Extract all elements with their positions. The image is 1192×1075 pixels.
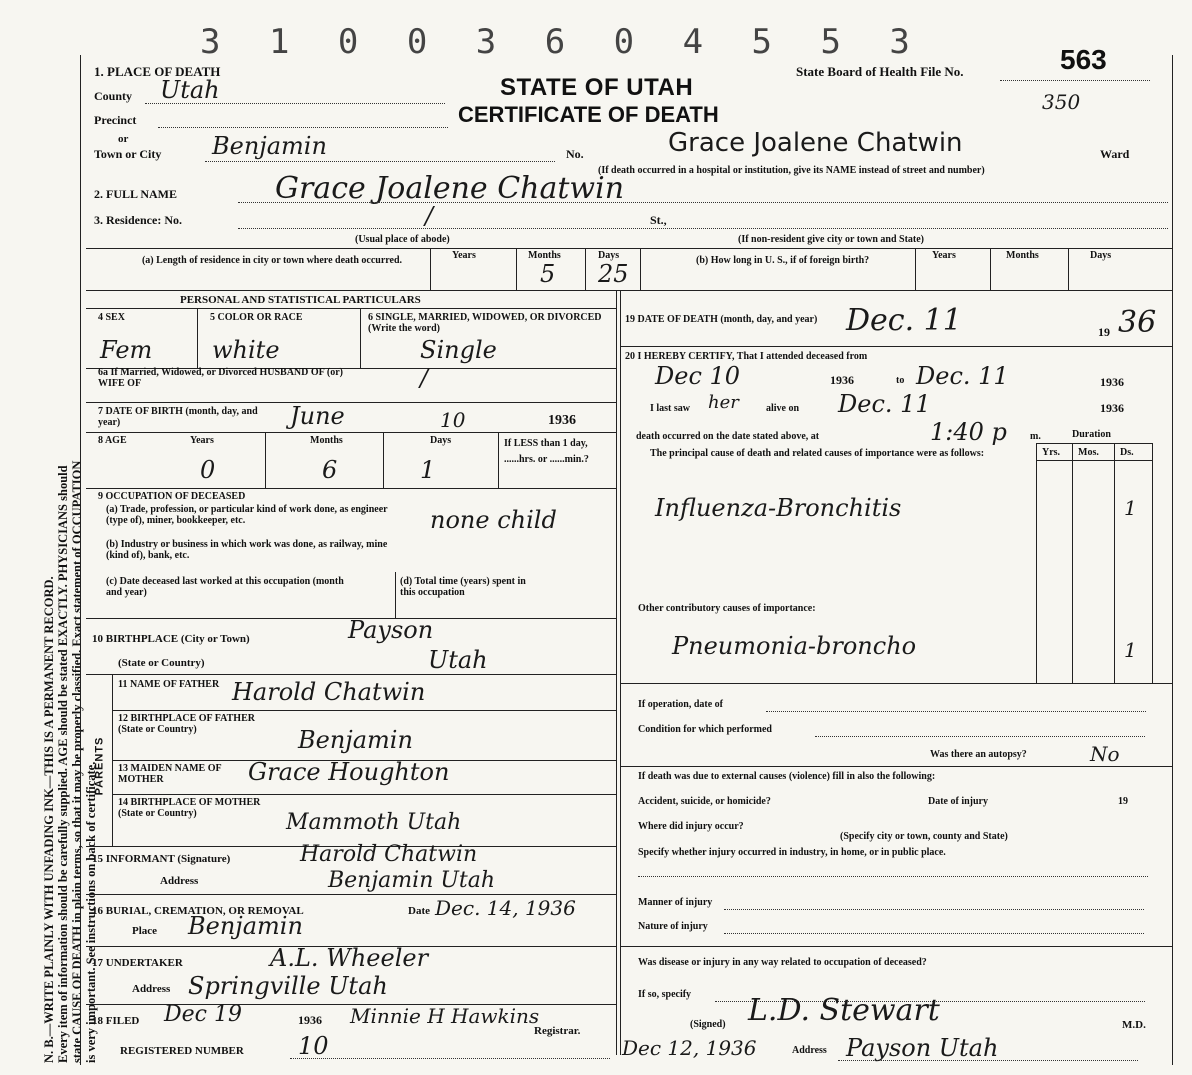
- ds-header: Ds.: [1120, 447, 1134, 458]
- nature-label: Nature of injury: [638, 921, 708, 932]
- attended-to-year: 1936: [1100, 375, 1124, 389]
- last-saw-year: 1936: [1100, 401, 1124, 415]
- main-divider-2: [616, 290, 617, 1055]
- nature-line: [724, 933, 1144, 934]
- occupation-related-label: Was disease or injury in any way related to occupation of deceased?: [638, 957, 927, 968]
- informant-value: Harold Chatwin: [300, 842, 478, 867]
- father-birthplace-value: Benjamin: [298, 726, 413, 754]
- filed-label: 18 FILED: [92, 1015, 140, 1027]
- town-value: Benjamin: [212, 132, 327, 160]
- age-days-header: Days: [430, 435, 452, 446]
- sign-date: Dec 12, 1936: [622, 1036, 757, 1060]
- row-line-3: [86, 432, 616, 433]
- sidebar-line-4: is very important. See instructions on back of certificate.: [84, 761, 98, 1063]
- filed-year: 1936: [298, 1013, 322, 1027]
- parents-side-label: PARENTS: [93, 736, 106, 796]
- contributory-days: 1: [1124, 638, 1137, 662]
- us-years-header: Years: [932, 250, 956, 261]
- full-name-line: [238, 202, 1168, 203]
- autopsy-value: No: [1090, 742, 1120, 766]
- precinct-line: [158, 127, 448, 128]
- father-value: Harold Chatwin: [232, 678, 426, 706]
- file-number-line: [1000, 80, 1150, 81]
- cause-days: 1: [1124, 496, 1137, 520]
- to-label: to: [896, 375, 905, 386]
- mother-value: Grace Houghton: [248, 758, 450, 786]
- dob-year: 1936: [548, 413, 576, 428]
- certificate-title: CERTIFICATE OF DEATH: [458, 102, 719, 127]
- occupation-d-label: (d) Total time (years) spent in this occupation: [400, 576, 526, 598]
- main-divider: [620, 290, 621, 1055]
- manner-line: [724, 909, 1144, 910]
- us-months-header: Months: [1006, 250, 1039, 261]
- ward-label: Ward: [1100, 147, 1130, 161]
- sidebar-line-3: state CAUSE OF DEATH in plain terms, so that it may be properly classified. Exact statement of OCCUPATION: [70, 460, 84, 1063]
- sex-label: 4 SEX: [98, 312, 125, 323]
- parents-line-3: [112, 794, 616, 795]
- occupation-c-label: (c) Date deceased last worked at this occupation (month and year): [106, 576, 344, 598]
- color-label: 5 COLOR OR RACE: [210, 312, 303, 323]
- dur-col-1: [1036, 443, 1037, 683]
- attended-from-year: 1936: [830, 373, 854, 387]
- sidebar-line-1: N. B.—WRITE PLAINLY WITH UNFADING INK—THIS IS A PERMANENT RECORD.: [42, 576, 56, 1063]
- res-days-header: Days: [598, 250, 620, 261]
- sex-col: [197, 308, 198, 368]
- age-years-value: 0: [200, 456, 216, 484]
- file-number: 563: [1060, 44, 1107, 75]
- med-line-3: [620, 766, 1172, 767]
- no-value: Grace Joalene Chatwin: [668, 128, 963, 158]
- where-label: Where did injury occur?: [638, 821, 744, 832]
- res-years-header: Years: [452, 250, 476, 261]
- or-label: or: [118, 133, 129, 145]
- sidebar-line-2: Every item of information should be carefully supplied. AGE should be stated EXACTLY. PHYSICIANS should: [56, 465, 70, 1063]
- date-of-death-year-prefix: 19: [1098, 325, 1110, 339]
- age-months-header: Months: [310, 435, 343, 446]
- occupation-a-label: (a) Trade, profession, or particular kind of work done, as engineer (type of), miner, bookkeeper, etc.: [106, 504, 388, 526]
- undertaker-address-label: Address: [132, 983, 171, 995]
- birthplace-label: 10 BIRTHPLACE (City or Town): [92, 633, 250, 645]
- dob-month: June: [290, 402, 345, 430]
- informant-address: Benjamin Utah: [328, 868, 496, 893]
- res-col-7: [1068, 248, 1069, 290]
- informant-label: 15 INFORMANT (Signature): [92, 853, 231, 865]
- registrar-label: Registrar.: [534, 1025, 581, 1037]
- cause-label: The principal cause of death and related causes of importance were as follows:: [650, 448, 985, 459]
- county-value: Utah: [160, 76, 220, 104]
- row-line-8: [86, 894, 616, 895]
- personal-box-top: [86, 290, 1172, 291]
- contributory-value: Pneumonia-broncho: [672, 632, 917, 660]
- town-line: [205, 161, 555, 162]
- full-name-value: Grace Joalene Chatwin: [275, 171, 625, 206]
- age-col-3: [498, 432, 499, 488]
- alive-on-label: alive on: [766, 403, 800, 414]
- specify-city-note: (Specify city or town, county and State): [840, 831, 1008, 842]
- res-col-4: [640, 248, 641, 290]
- occ-col: [395, 572, 396, 618]
- md-label: M.D.: [1122, 1019, 1146, 1031]
- file-number-alt: 350: [1042, 90, 1081, 114]
- res-months-header: Months: [528, 250, 561, 261]
- residence-box-top: [86, 248, 1172, 249]
- attended-from: Dec 10: [655, 362, 741, 390]
- row-line-2: [86, 402, 616, 403]
- death-occurred-label: death occurred on the date stated above, at: [636, 431, 820, 442]
- physician-address-label: Address: [792, 1045, 827, 1056]
- serial-number: 3 1 0 0 3 6 0 4 5 5 3: [200, 22, 924, 62]
- burial-place: Benjamin: [188, 912, 303, 940]
- color-value: white: [212, 336, 280, 364]
- m-label: m.: [1030, 431, 1041, 442]
- filed-date: Dec 19: [164, 1002, 242, 1027]
- informant-address-label: Address: [160, 875, 199, 887]
- left-border: [80, 55, 81, 1065]
- last-saw-label: I last saw: [650, 403, 691, 414]
- certificate-state-title: STATE OF UTAH: [500, 74, 694, 101]
- occupation-b-label: (b) Industry or business in which work was done, as railway, mine (kind of), bank, etc.: [106, 539, 388, 561]
- us-days-header: Days: [1090, 250, 1112, 261]
- mother-label: 13 MAIDEN NAME OF MOTHER: [118, 763, 222, 785]
- dur-col-4: [1152, 443, 1153, 683]
- physician-address: Payson Utah: [846, 1034, 999, 1062]
- sex-value: Fem: [100, 336, 153, 364]
- cause-value: Influenza-Bronchitis: [655, 494, 902, 522]
- res-col-3: [585, 248, 586, 290]
- age-label: 8 AGE: [98, 435, 127, 446]
- place-of-death-label: 1. PLACE OF DEATH: [94, 64, 221, 79]
- town-label: Town or City: [94, 147, 162, 161]
- occupation-value: none child: [430, 506, 557, 534]
- no-label: No.: [566, 147, 584, 161]
- injury-date-label: Date of injury: [928, 796, 988, 807]
- occupation-label: 9 OCCUPATION OF DECEASED: [98, 491, 246, 502]
- burial-date-label: Date: [408, 905, 430, 917]
- injury-year-label: 19: [1118, 796, 1128, 807]
- sidebar-instructions: [42, 63, 98, 1063]
- dur-col-2: [1072, 443, 1073, 683]
- mother-birthplace-value: Mammoth Utah: [286, 810, 462, 835]
- date-of-death: Dec. 11: [846, 303, 962, 338]
- burial-label: 16 BURIAL, CREMATION, OR REMOVAL: [92, 905, 304, 917]
- burial-date: Dec. 14, 1936: [435, 896, 576, 920]
- birthplace-state: Utah: [428, 646, 488, 674]
- mos-header: Mos.: [1078, 447, 1099, 458]
- signed-label: (Signed): [690, 1019, 726, 1030]
- dob-label: 7 DATE OF BIRTH (month, day, and year): [98, 406, 258, 428]
- death-time: 1:40 p: [930, 418, 1007, 446]
- med-line-2: [620, 683, 1172, 684]
- birthplace-state-label: (State or Country): [118, 657, 205, 669]
- registered-number-label: REGISTERED NUMBER: [120, 1045, 244, 1057]
- res-col-5: [915, 248, 916, 290]
- parents-line-1: [112, 710, 616, 711]
- spouse-label: 6a If Married, Widowed, or Divorced HUSBAND OF (or) WIFE OF: [98, 367, 343, 389]
- row-line-4: [86, 488, 616, 489]
- accident-label: Accident, suicide, or homicide?: [638, 796, 771, 807]
- res-col-1: [430, 248, 431, 290]
- res-col-2: [516, 248, 517, 290]
- burial-place-label: Place: [132, 925, 158, 937]
- med-line-1: [620, 346, 1172, 347]
- age-days-value: 1: [420, 456, 436, 484]
- residence-label: 3. Residence: No.: [94, 213, 182, 227]
- registered-number-line: [290, 1058, 610, 1059]
- physician-signature: L.D. Stewart: [748, 993, 940, 1028]
- residence-st-label: St.,: [650, 213, 667, 227]
- autopsy-label: Was there an autopsy?: [930, 749, 1027, 760]
- row-line-6: [86, 674, 616, 675]
- manner-label: Manner of injury: [638, 897, 713, 908]
- marital-value: Single: [420, 336, 497, 364]
- undertaker-address: Springville Utah: [188, 972, 388, 1000]
- med-line-4: [620, 946, 1172, 947]
- dob-day: 10: [440, 408, 466, 432]
- county-label: County: [94, 89, 133, 103]
- color-col: [360, 308, 361, 368]
- age-col-1: [265, 432, 266, 488]
- age-months-value: 6: [322, 456, 338, 484]
- birthplace-city: Payson: [348, 616, 434, 644]
- physician-address-line: [838, 1060, 1138, 1061]
- personal-header: PERSONAL AND STATISTICAL PARTICULARS: [180, 294, 421, 306]
- res-days-value: 25: [598, 260, 629, 288]
- res-col-6: [990, 248, 991, 290]
- age-years-header: Years: [190, 435, 214, 446]
- length-residence-label: (a) Length of residence in city or town where death occurred.: [141, 255, 403, 266]
- file-number-label: State Board of Health File No.: [796, 64, 964, 79]
- institution-note: (If death occurred in a hospital or institution, give its NAME instead of street and number): [598, 165, 985, 176]
- right-border: [1172, 55, 1173, 1065]
- specify-where-line: [638, 876, 1148, 877]
- foreign-birth-label: (b) How long in U. S., if of foreign birth?: [696, 255, 870, 266]
- specify-where-label: Specify whether injury occurred in industry, in home, or in public place.: [638, 847, 946, 858]
- if-so-label: If so, specify: [638, 989, 692, 1000]
- condition-label: Condition for which performed: [638, 724, 772, 735]
- operation-label: If operation, date of: [638, 699, 723, 710]
- dur-col-3: [1114, 443, 1115, 683]
- dur-header-line: [1036, 460, 1152, 461]
- undertaker-label: 17 UNDERTAKER: [92, 957, 183, 969]
- duration-line: [1036, 443, 1152, 444]
- attended-to: Dec. 11: [916, 362, 1009, 390]
- certify-label: 20 I HEREBY CERTIFY, That I attended deceased from: [625, 351, 868, 362]
- usual-abode-note: (Usual place of abode): [355, 234, 450, 245]
- father-label: 11 NAME OF FATHER: [118, 679, 220, 690]
- external-label: If death was due to external causes (violence) fill in also the following:: [638, 771, 936, 782]
- undertaker-value: A.L. Wheeler: [270, 944, 429, 972]
- res-months-value: 5: [540, 260, 556, 288]
- residence-line: [238, 228, 1168, 229]
- date-of-death-year: 36: [1118, 305, 1157, 340]
- precinct-label: Precinct: [94, 113, 137, 127]
- date-of-death-label: 19 DATE OF DEATH (month, day, and year): [625, 314, 818, 325]
- father-birthplace-label: 12 BIRTHPLACE OF FATHER (State or Country): [118, 713, 255, 735]
- last-saw-who: her: [708, 392, 739, 413]
- duration-header: Duration: [1072, 429, 1111, 440]
- personal-header-line: [86, 308, 616, 309]
- residence-value: /: [425, 202, 434, 230]
- registered-number: 10: [298, 1032, 329, 1060]
- condition-line: [815, 736, 1145, 737]
- mother-birthplace-label: 14 BIRTHPLACE OF MOTHER (State or Country): [118, 797, 261, 819]
- registrar-value: Minnie H Hawkins: [350, 1004, 540, 1028]
- age-less-label: If LESS than 1 day, ......hrs. or ......min.?: [504, 438, 589, 465]
- full-name-label: 2. FULL NAME: [94, 187, 178, 201]
- contributory-label: Other contributory causes of importance:: [638, 603, 816, 614]
- operation-line: [766, 711, 1146, 712]
- yrs-header: Yrs.: [1042, 447, 1061, 458]
- last-saw-date: Dec. 11: [838, 390, 931, 418]
- nonresident-note: (If non-resident give city or town and State): [738, 234, 925, 245]
- marital-label: 6 SINGLE, MARRIED, WIDOWED, OR DIVORCED (Write the word): [368, 312, 602, 334]
- spouse-value: /: [420, 364, 429, 392]
- age-col-2: [383, 432, 384, 488]
